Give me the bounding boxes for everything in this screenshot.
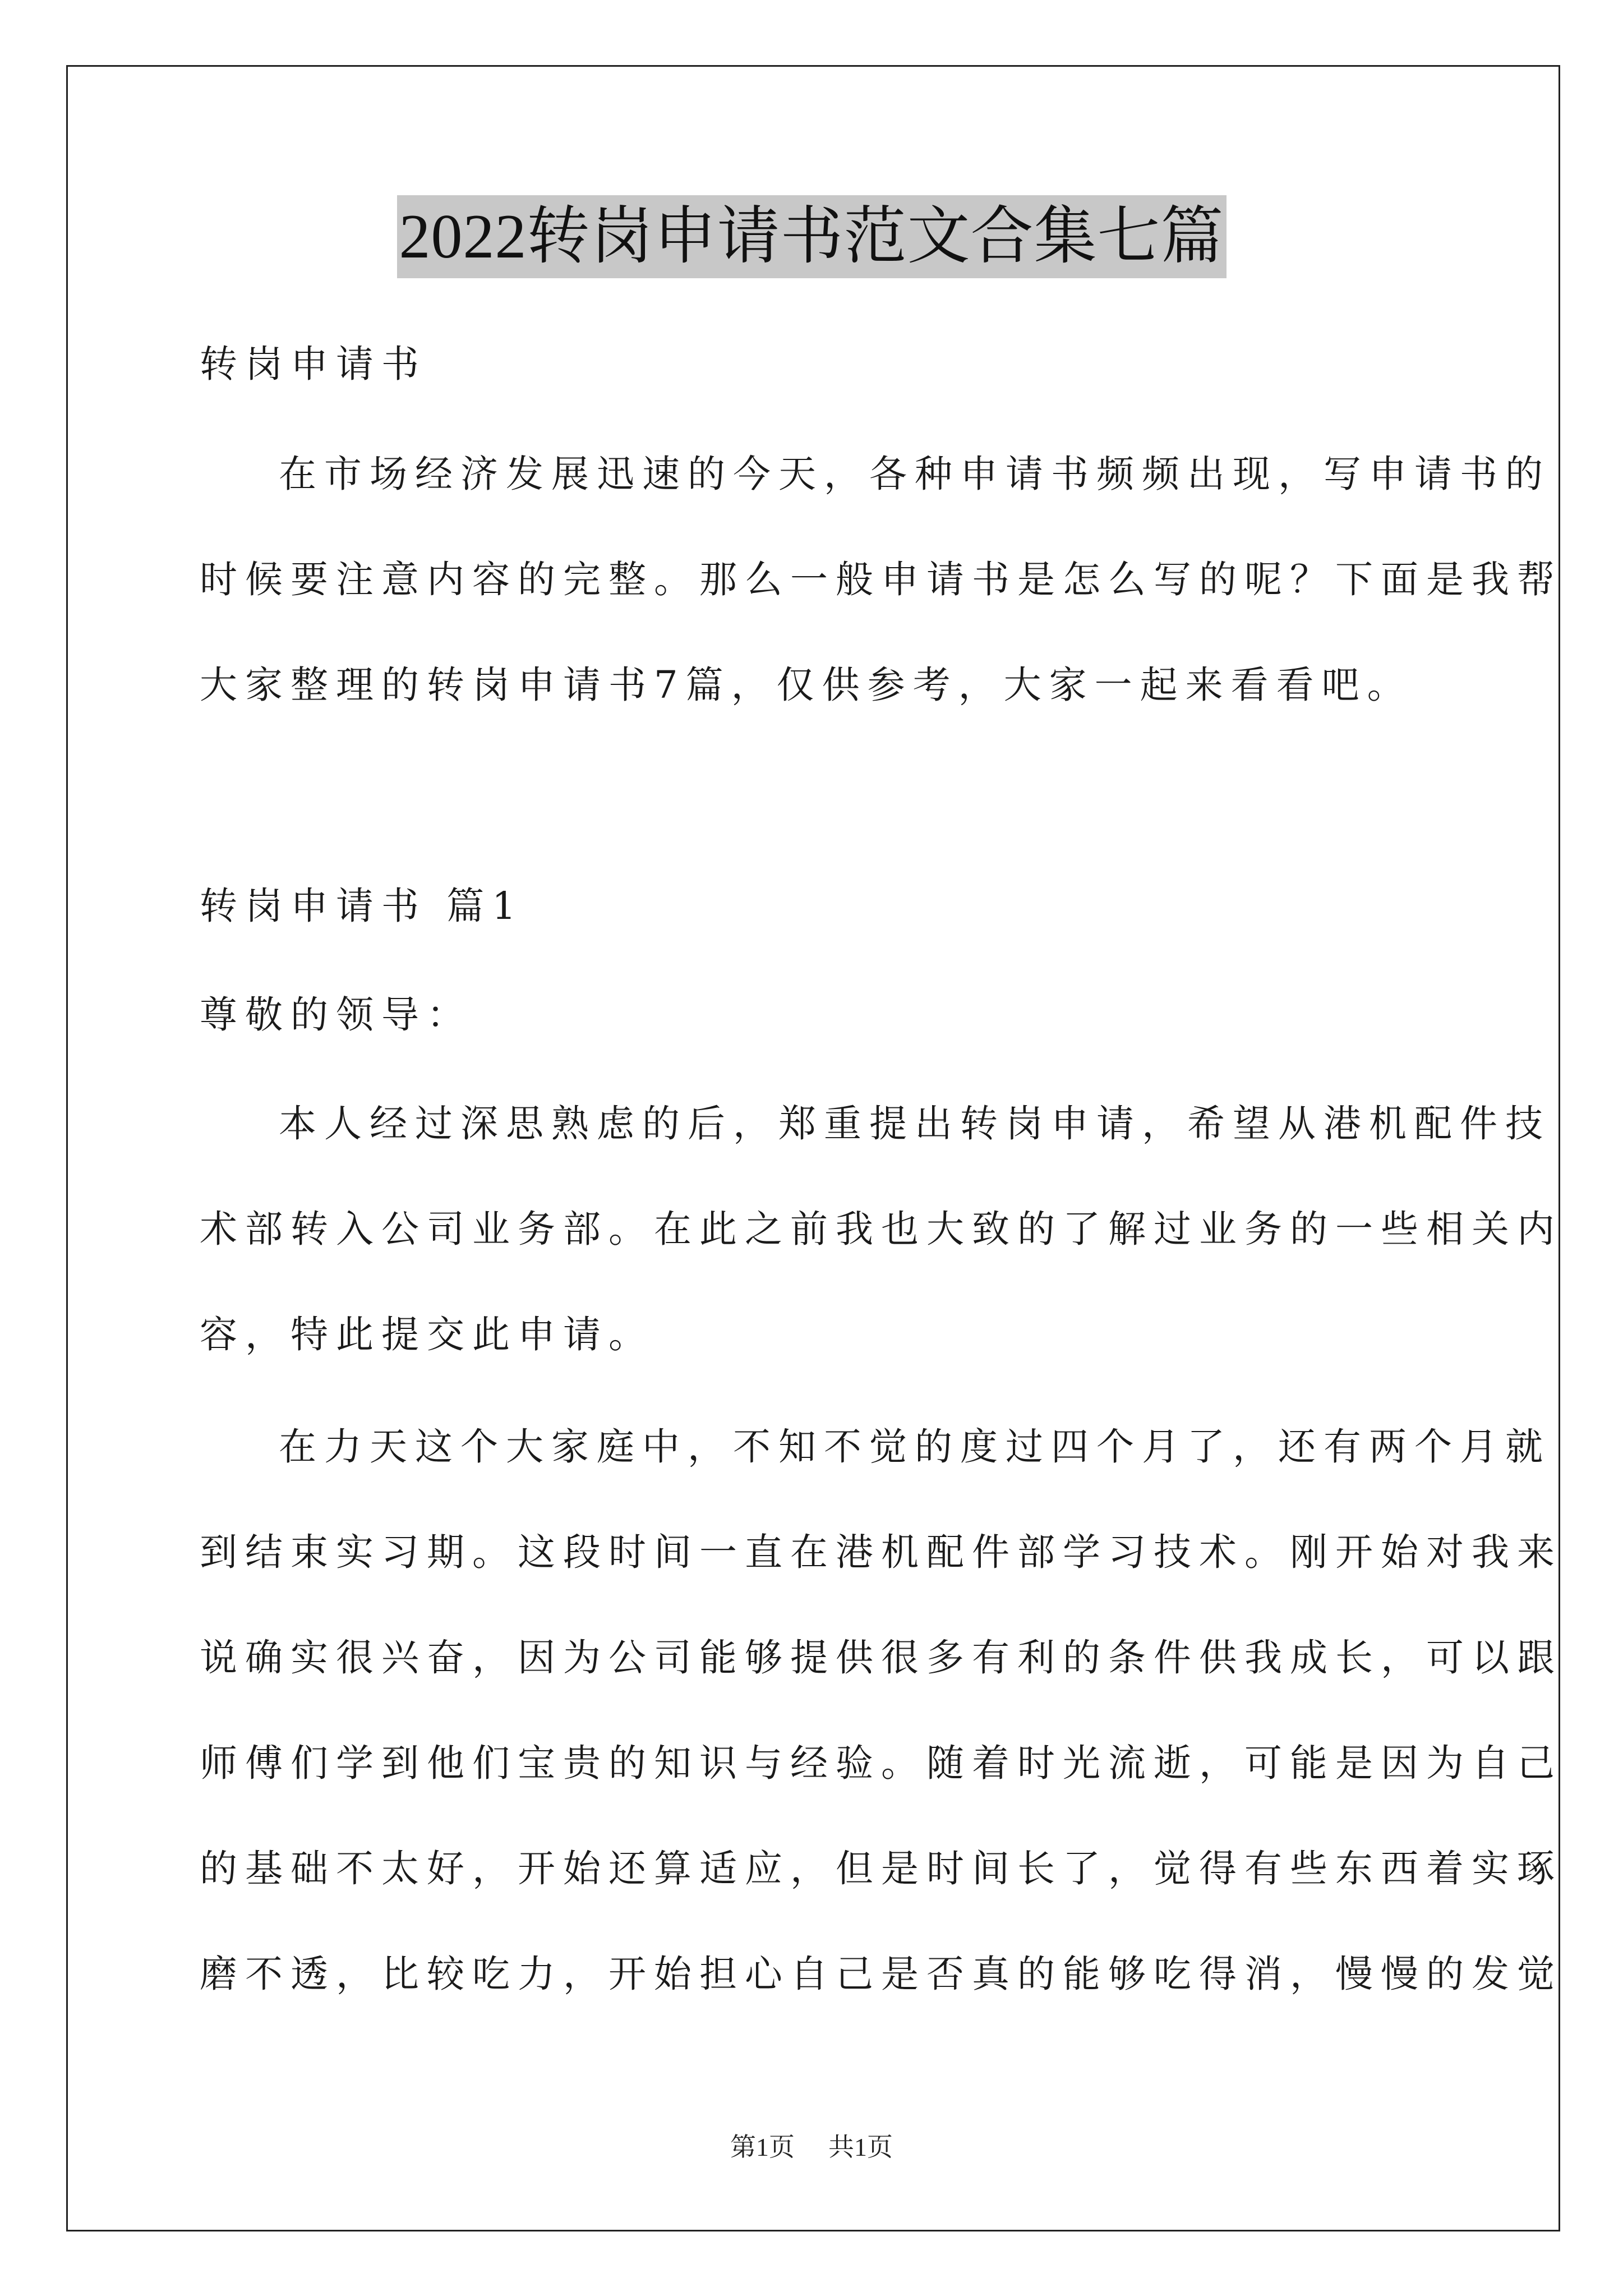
paragraph-line: 的基础不太好，开始还算适应，但是时间长了，觉得有些东西着实琢 [200,1847,1562,1890]
page-number: 第1页 [730,2133,795,2161]
paragraph-line: 术部转入公司业务部。在此之前我也大致的了解过业务的一些相关内 [200,1207,1562,1251]
salutation: 尊敬的领导： [200,993,472,1037]
paragraph-line: 容，特此提交此申请。 [200,1313,654,1356]
paragraph-line: 师傅们学到他们宝贵的知识与经验。随着时光流逝，可能是因为自己 [200,1741,1562,1785]
paragraph-line: 时候要注意内容的完整。那么一般申请书是怎么写的呢？下面是我帮 [200,558,1562,601]
paragraph-line: 到结束实习期。这段时间一直在港机配件部学习技术。刚开始对我来 [200,1530,1562,1574]
paragraph-line: 磨不透，比较吃力，开始担心自己是否真的能够吃得消，慢慢的发觉 [200,1952,1562,1996]
paragraph-line: 在力天这个大家庭中，不知不觉的度过四个月了，还有两个月就 [279,1425,1551,1469]
paragraph-line: 本人经过深思熟虑的后，郑重提出转岗申请，希望从港机配件技 [279,1102,1551,1145]
paragraph-line: 大家整理的转岗申请书7篇，仅供参考，大家一起来看看吧。 [200,663,1413,707]
page-footer [0,2131,1623,2164]
document-title: 2022转岗申请书范文合集七篇 [397,195,1227,278]
paragraph-line: 说确实很兴奋，因为公司能够提供很多有利的条件供我成长，可以跟 [200,1636,1562,1680]
paragraph-line: 在市场经济发展迅速的今天，各种申请书频频出现，写申请书的 [279,452,1551,496]
section-heading: 转岗申请书 [200,342,427,386]
title-container [0,195,1623,278]
page-total: 共1页 [828,2133,893,2161]
section-heading: 转岗申请书 篇1 [200,884,524,928]
